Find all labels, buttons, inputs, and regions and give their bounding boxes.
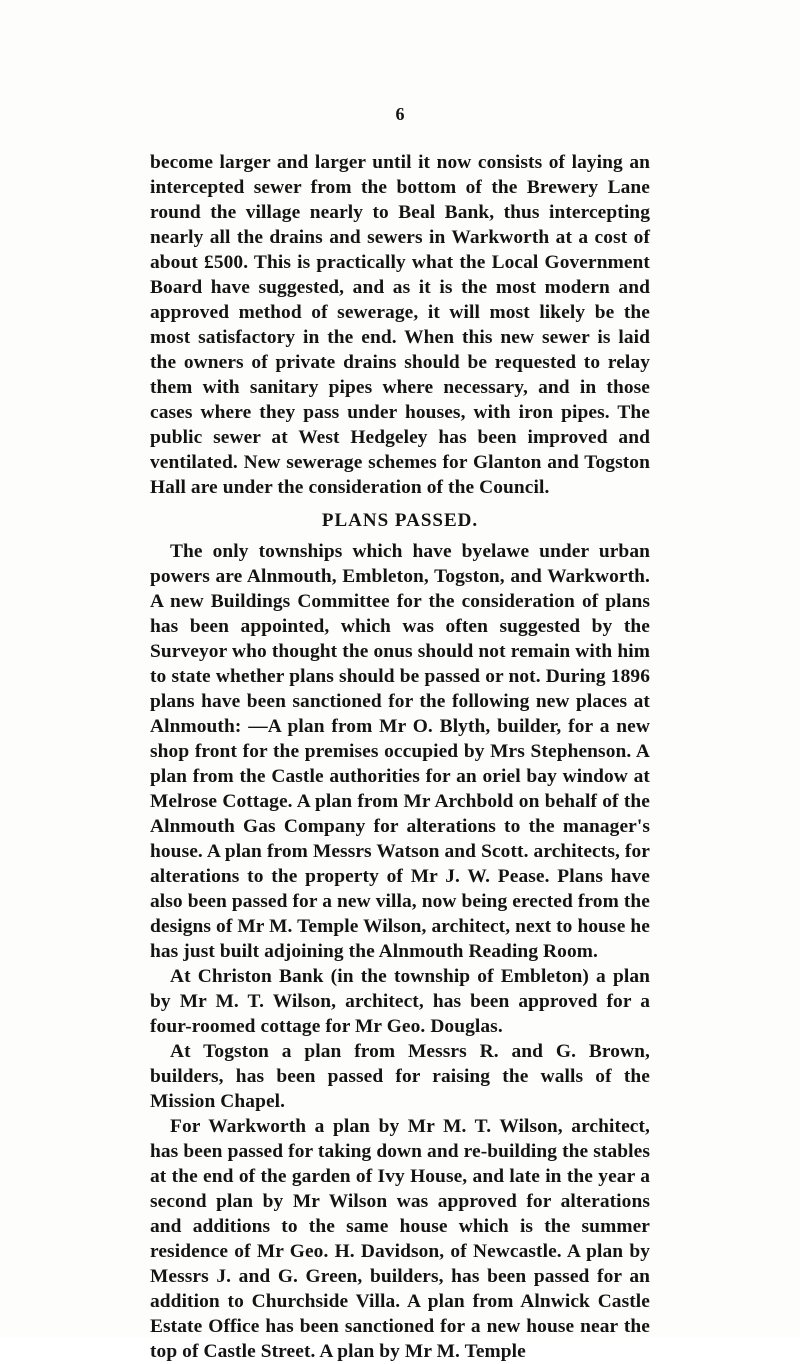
paragraph: The only townships which have byelawe under urban powers are Alnmouth, Embleton, Togston, and Warkworth. A new Buildings Committee for the consideration of plans has been appointed, which was often suggested by the Surveyor who thought the onus should not remain with him to state whether plans should be passed or not. During 1896 plans have been sanctioned for the following new places at Alnmouth: —A plan from Mr O. Blyth, builder, for a new shop front for the premises occupied by Mrs Stephenson. A plan from the Castle authorities for an oriel bay window at Melrose Cottage. A plan from Mr Archbold on behalf of the Alnmouth Gas Company for alterations to the manager's house. A plan from Messrs Watson and Scott. architects, for alterations to the property of Mr J. W. Pease. Plans have also been passed for a new villa, now being erected from the designs of Mr M. Temple Wilson, architect, next to house he has just built adjoining the Alnmouth Reading Room.	[150, 541, 650, 962]
paragraph: For Warkworth a plan by Mr M. T. Wilson, architect, has been passed for taking down and re-building the stables at the end of the garden of Ivy House, and late in the year a second plan by Mr Wilson was approved for alterations and additions to the same house which is the summer residence of Mr Geo. H. Davidson, of Newcastle. A plan by Messrs J. and G. Green, builders, has been passed for an addition to Churchside Villa. A plan from Alnwick Castle Estate Office has been sanctioned for a new house near the top of Castle Street. A plan by Mr M. Temple	[150, 1116, 650, 1362]
paragraph: At Christon Bank (in the township of Embleton) a plan by Mr M. T. Wilson, architect, has been approved for a four-roomed cottage for Mr Geo. Douglas.	[150, 966, 650, 1037]
paragraph: become larger and larger until it now consists of laying an intercepted sewer from the bottom of the Brewery Lane round the village nearly to Beal Bank, thus intercepting nearly all the drains and sewers in Warkworth at a cost of about £500. This is practically what the Local Government Board have suggested, and as it is the most modern and approved method of sewerage, it will most likely be the most satisfactory in the end. When this new sewer is laid the owners of private drains should be requested to relay them with sanitary pipes where necessary, and in those cases where they pass under houses, with iron pipes. The public sewer at West Hedgeley has been improved and ventilated. New sewerage schemes for Glanton and Togston Hall are under the consideration of the Council.	[150, 152, 650, 498]
page-number: 6	[395, 104, 405, 124]
section-heading: PLANS PASSED.	[321, 510, 479, 531]
text-column	[150, 150, 650, 1364]
paragraph: At Togston a plan from Messrs R. and G. Brown, builders, has been passed for raising the walls of the Mission Chapel.	[150, 1041, 650, 1112]
